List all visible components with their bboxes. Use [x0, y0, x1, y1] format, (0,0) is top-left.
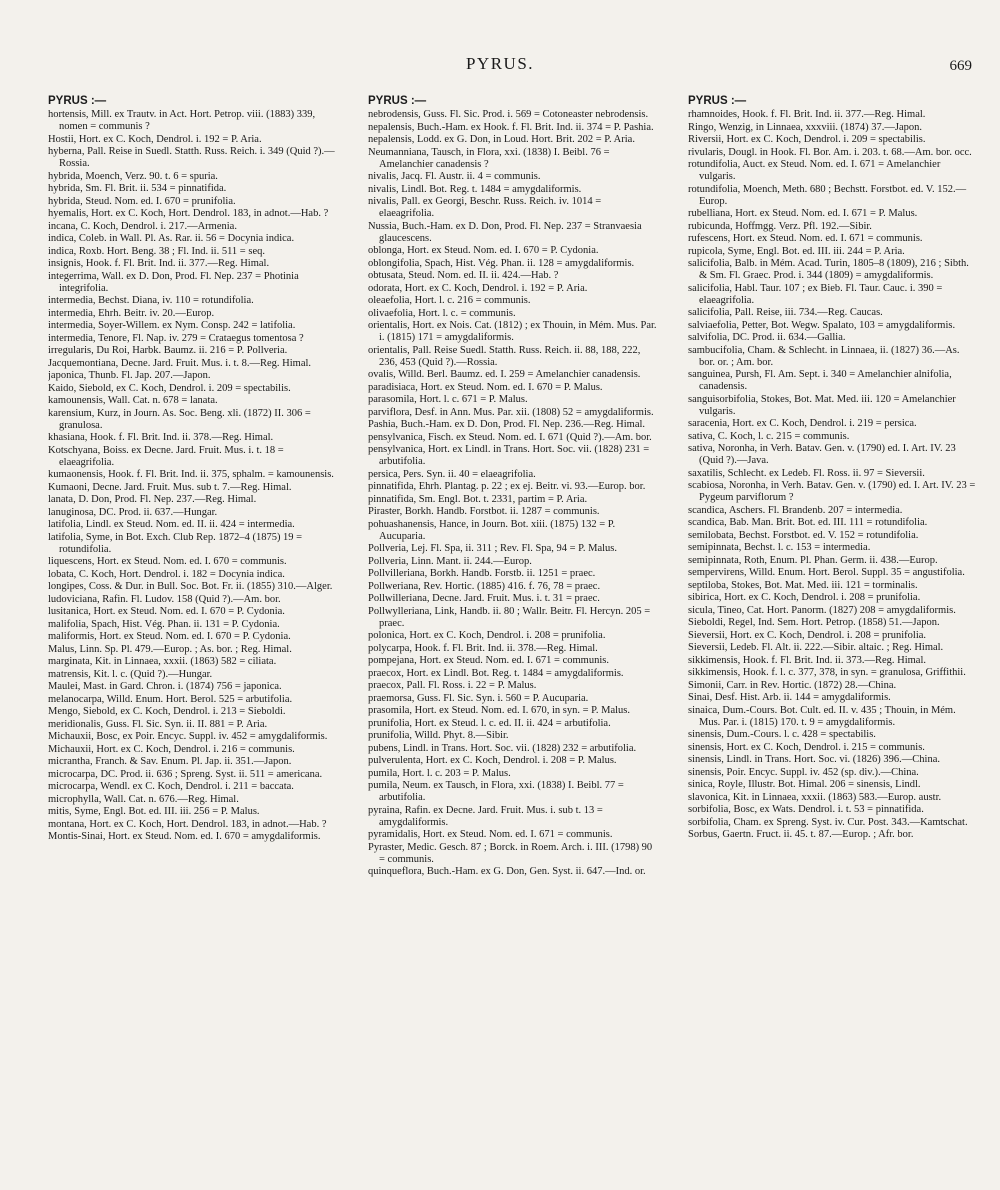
index-entry: sanguinea, Pursh, Fl. Am. Sept. i. 340 = Amelanchier alnifolia, canadensis. [688, 369, 952, 392]
index-entry: hortensis, Mill. ex Trautv. in Act. Hort. Petrop. viii. (1883) 339, nomen = communis ? [48, 109, 316, 132]
index-entry: pinnatifida, Ehrh. Plantag. p. 22 ; ex ej. Beitr. vi. 93.—Europ. bor. [368, 481, 646, 492]
index-entry: orientalis, Pall. Reise Suedl. Statth. Russ. Reich. ii. 88, 188, 222, 236, 453 (Quid ?).—Rossia. [368, 344, 641, 368]
columns [48, 95, 978, 1180]
index-entry: sinensis, Hort. ex C. Koch, Dendrol. i. 215 = communis. [688, 741, 925, 753]
index-entry: Piraster, Borkh. Handb. Forstbot. ii. 1287 = communis. [368, 506, 600, 517]
index-entry: sibirica, Hort. ex C. Koch, Dendrol. i. 208 = prunifolia. [688, 592, 921, 603]
index-entry: sikkimensis, Hook. f. Fl. Brit. Ind. ii. 373.—Reg. Himal. [688, 654, 926, 666]
index-entry: indica, Roxb. Hort. Beng. 38 ; Fl. Ind. ii. 511 = seq. [48, 245, 265, 257]
index-entry: Sieversii, Hort. ex C. Koch, Dendrol. i. 208 = prunifolia. [688, 629, 927, 641]
index-entry: sanguisorbifolia, Stokes, Bot. Mat. Med. iii. 120 = Amelanchier vulgaris. [688, 393, 956, 417]
index-entry: maliformis, Hort. ex Steud. Nom. ed. I. 670 = P. Cydonia. [48, 631, 291, 642]
index-entry: Pollveria, Linn. Mant. ii. 244.—Europ. [368, 555, 532, 567]
index-entry: nivalis, Lindl. Bot. Reg. t. 1484 = amygdaliformis. [368, 183, 582, 195]
index-entry: pulverulenta, Hort. ex C. Koch, Dendrol. i. 208 = P. Malus. [368, 755, 617, 766]
index-entry: hyberna, Pall. Reise in Suedl. Statth. Russ. Reich. i. 349 (Quid ?).—Rossia. [48, 146, 335, 169]
index-entry: oblonga, Hort. ex Steud. Nom. ed. I. 670 = P. Cydonia. [368, 245, 599, 256]
index-entry: microcarpa, DC. Prod. ii. 636 ; Spreng. Syst. ii. 511 = americana. [48, 768, 323, 780]
index-entry: pubens, Lindl. in Trans. Hort. Soc. vii. (1828) 232 = arbutifolia. [368, 742, 637, 754]
index-entry: meridionalis, Guss. Fl. Sic. Syn. ii. II. 881 = P. Aria. [48, 718, 268, 730]
index-entry: Kumaoni, Decne. Jard. Fruit. Mus. sub t. 7.—Reg. Himal. [48, 481, 292, 493]
column-2 [368, 95, 658, 1180]
index-entry: longipes, Coss. & Dur. in Bull. Soc. Bot. Fr. ii. (1855) 310.—Alger. [48, 581, 333, 592]
index-entry: intermedia, Bechst. Diana, iv. 110 = rotundifolia. [48, 295, 254, 306]
index-entry: prunifolia, Hort. ex Steud. l. c. ed. II. ii. 424 = arbutifolia. [368, 717, 611, 729]
index-entry: Sieboldi, Regel, Ind. Sem. Hort. Petrop. (1858) 51.—Japon. [688, 617, 940, 628]
index-entry: karensium, Kurz, in Journ. As. Soc. Beng. xli. (1872) II. 306 = granulosa. [48, 407, 311, 431]
index-entry: praecox, Hort. ex Lindl. Bot. Reg. t. 1484 = amygdaliformis. [368, 667, 624, 679]
index-entry: nepalensis, Lodd. ex G. Don, in Loud. Hort. Brit. 202 = P. Aria. [368, 134, 635, 145]
index-entry: salviaefolia, Petter, Bot. Wegw. Spalato, 103 = amygdaliformis. [688, 319, 956, 331]
index-entry: rubelliana, Hort. ex Steud. Nom. ed. I. 671 = P. Malus. [688, 208, 918, 219]
index-entry: sambucifolia, Cham. & Schlecht. in Linnaea, ii. (1827) 36.—As. bor. or. ; Am. bor. [688, 344, 960, 368]
index-entry: Michauxii, Bosc, ex Poir. Encyc. Suppl. iv. 452 = amygdaliformis. [48, 731, 328, 742]
index-entry: slavonica, Kit. in Linnaea, xxxii. (1863) 583.—Europ. austr. [688, 791, 942, 803]
index-entry: Nussia, Buch.-Ham. ex D. Don, Prod. Fl. Nep. 237 = Stranvaesia glaucescens. [368, 220, 642, 244]
column-heading: PYRUS :— [48, 95, 107, 107]
index-entry: mitis, Syme, Engl. Bot. ed. III. iii. 256 = P. Malus. [48, 806, 260, 817]
index-entry: insignis, Hook. f. Fl. Brit. Ind. ii. 377.—Reg. Himal. [48, 258, 270, 269]
index-entry: rivularis, Dougl. in Hook. Fl. Bor. Am. i. 203. t. 68.—Am. bor. occ. [688, 146, 972, 158]
index-entry: intermedia, Soyer-Willem. ex Nym. Consp. 242 = latifolia. [48, 320, 296, 331]
index-entry: Sieversii, Ledeb. Fl. Alt. ii. 222.—Sibir. altaic. ; Reg. Himal. [688, 642, 944, 653]
index-entry: salicifolia, Habl. Taur. 107 ; ex Bieb. Fl. Taur. Cauc. i. 390 = elaeagrifolia. [688, 282, 943, 306]
index-entry: praemorsa, Guss. Fl. Sic. Syn. i. 560 = P. Aucuparia. [368, 692, 589, 704]
index-entry: Kaido, Siebold, ex C. Koch, Dendrol. i. 209 = spectabilis. [48, 382, 291, 394]
index-entry: pohuashanensis, Hance, in Journ. Bot. xiii. (1875) 132 = P. Aucuparia. [368, 518, 616, 542]
index-entry: irregularis, Du Roi, Harbk. Baumz. ii. 216 = P. Pollveria. [48, 345, 288, 356]
index-entry: orientalis, Hort. ex Nois. Cat. (1812) ; ex Thouin, in Mém. Mus. Par. i. (1815) 171 = amygdaliformis. [368, 320, 657, 343]
index-entry: japonica, Thunb. Fl. Jap. 207.—Japon. [48, 370, 211, 381]
index-entry: rotundifolia, Moench, Meth. 680 ; Bechstt. Forstbot. ed. V. 152.—Europ. [688, 183, 967, 207]
index-entry: nivalis, Pall. ex Georgi, Beschr. Russ. Reich. iv. 1014 = elaeagrifolia. [368, 196, 602, 219]
index-entry: septiloba, Stokes, Bot. Mat. Med. iii. 121 = torminalis. [688, 579, 918, 591]
index-entry: Maulei, Mast. in Gard. Chron. i. (1874) 756 = japonica. [48, 681, 282, 692]
index-entry: Pollwilleriana, Decne. Jard. Fruit. Mus. i. t. 31 = praec. [368, 593, 600, 604]
index-entry: polycarpa, Hook. f. Fl. Brit. Ind. ii. 378.—Reg. Himal. [368, 642, 598, 654]
index-entry: pyraina, Rafin. ex Decne. Jard. Fruit. Mus. i. sub t. 13 = amygdaliformis. [368, 804, 603, 828]
index-entry: pumila, Neum. ex Tausch, in Flora, xxi. (1838) I. Beibl. 77 = arbutifolia. [368, 780, 624, 803]
index-entry: Sinai, Desf. Hist. Arb. ii. 144 = amygdaliformis. [688, 692, 891, 703]
index-entry: Montis-Sinai, Hort. ex Steud. Nom. ed. I. 670 = amygdaliformis. [48, 831, 321, 842]
index-entry: Simonii, Carr. in Rev. Hortic. (1872) 28.—China. [688, 679, 897, 691]
index-entry: lusitanica, Hort. ex Steud. Nom. ed. I. 670 = P. Cydonia. [48, 606, 285, 617]
index-entry: Pollwylleriana, Link, Handb. ii. 80 ; Wallr. Beitr. Fl. Hercyn. 205 = praec. [368, 605, 651, 629]
index-entry: lanuginosa, DC. Prod. ii. 637.—Hungar. [48, 506, 218, 518]
index-entry: Pashia, Buch.-Ham. ex D. Don, Prod. Fl. Nep. 236.—Reg. Himal. [368, 419, 646, 430]
index-entry: prasomila, Hort. ex Steud. Nom. ed. I. 670, in syn. = P. Malus. [368, 705, 630, 716]
index-entry: sinensis, Lindl. in Trans. Hort. Soc. vi. (1826) 396.—China. [688, 754, 941, 765]
index-entry: rubicunda, Hoffmgg. Verz. Pfl. 192.—Sibir. [688, 220, 872, 232]
index-entry: Pollveria, Lej. Fl. Spa, ii. 311 ; Rev. Fl. Spa, 94 = P. Malus. [368, 543, 617, 554]
index-entry: Pollweriana, Rev. Hortic. (1885) 416. f. 76, 78 = praec. [368, 580, 601, 592]
index-entry: sorbifolia, Cham. ex Spreng. Syst. iv. Cur. Post. 343.—Kamtschat. [688, 816, 968, 828]
index-entry: ludoviciana, Rafin. Fl. Ludov. 158 (Quid ?).—Am. bor. [48, 593, 281, 605]
index-entry: pensylvanica, Hort. ex Lindl. in Trans. Hort. Soc. vii. (1828) 231 = arbutifolia. [368, 444, 650, 467]
index-entry: nepalensis, Buch.-Ham. ex Hook. f. Fl. Brit. Ind. ii. 374 = P. Pashia. [368, 121, 654, 133]
index-entry: latifolia, Syme, in Bot. Exch. Club Rep. 1872–4 (1875) 19 = rotundifolia. [48, 531, 303, 555]
index-entry: nivalis, Jacq. Fl. Austr. ii. 4 = communis. [368, 171, 541, 182]
index-entry: obtusata, Steud. Nom. ed. II. ii. 424.—Hab. ? [368, 270, 559, 281]
index-entry: scandica, Bab. Man. Brit. Bot. ed. III. 111 = rotundifolia. [688, 517, 928, 528]
index-entry: scandica, Aschers. Fl. Brandenb. 207 = intermedia. [688, 504, 903, 516]
index-entry: rotundifolia, Auct. ex Steud. Nom. ed. I. 671 = Amelanchier vulgaris. [688, 159, 941, 182]
index-entry: rhamnoides, Hook. f. Fl. Brit. Ind. ii. 377.—Reg. Himal. [688, 109, 926, 120]
index-entry: hyemalis, Hort. ex C. Koch, Hort. Dendrol. 183, in adnot.—Hab. ? [48, 208, 329, 219]
index-entry: semipinnata, Bechst. l. c. 153 = intermedia. [688, 542, 871, 553]
index-entry: sativa, C. Koch, l. c. 215 = communis. [688, 430, 850, 442]
running-head: PYRUS. [465, 54, 535, 73]
index-entry: micrantha, Franch. & Sav. Enum. Pl. Jap. ii. 351.—Japon. [48, 756, 292, 767]
index-entry: olivaefolia, Hort. l. c. = communis. [368, 307, 516, 319]
column-heading: PYRUS :— [368, 95, 427, 107]
index-entry: sorbifolia, Bosc, ex Wats. Dendrol. i. t. 53 = pinnatifida. [688, 804, 924, 815]
index-entry: pompejana, Hort. ex Steud. Nom. ed. I. 671 = communis. [368, 655, 609, 666]
index-entry: parasomila, Hort. l. c. 671 = P. Malus. [368, 394, 528, 405]
index-entry: sicula, Tineo, Cat. Hort. Panorm. (1827) 208 = amygdaliformis. [688, 604, 956, 616]
index-entry: Pyraster, Medic. Gesch. 87 ; Borck. in Roem. Arch. i. III. (1798) 90 = communis. [368, 841, 653, 865]
index-entry: ovalis, Willd. Berl. Baumz. ed. I. 259 = Amelanchier canadensis. [368, 369, 641, 380]
index-entry: Mengo, Siebold, ex C. Koch, Dendrol. i. 213 = Sieboldi. [48, 706, 286, 717]
index-entry: rufescens, Hort. ex Steud. Nom. ed. I. 671 = communis. [688, 233, 923, 244]
index-entry: oblongifolia, Spach, Hist. Vég. Phan. ii. 128 = amygdaliformis. [368, 257, 635, 269]
index-entry: intermedia, Tenore, Fl. Nap. iv. 279 = Crataegus tomentosa ? [48, 332, 304, 344]
index-entry: semipinnata, Roth, Enum. Pl. Phan. Germ. ii. 438.—Europ. [688, 554, 938, 566]
index-entry: persica, Pers. Syn. ii. 40 = elaeagrifolia. [368, 468, 536, 480]
index-entry: Sorbus, Gaertn. Fruct. ii. 45. t. 87.—Europ. ; Afr. bor. [688, 829, 914, 840]
index-entry: pyramidalis, Hort. ex Steud. Nom. ed. I. 671 = communis. [368, 829, 613, 840]
index-entry: Ringo, Wenzig, in Linnaea, xxxviii. (1874) 37.—Japon. [688, 121, 923, 133]
index-entry: montana, Hort. ex C. Koch, Hort. Dendrol. 183, in adnot.—Hab. ? [48, 818, 327, 830]
index-entry: sikkimensis, Hook. f. l. c. 377, 378, in syn. = granulosa, Griffithii. [688, 667, 966, 678]
index-entry: oleaefolia, Hort. l. c. 216 = communis. [368, 295, 531, 306]
index-entry: sinensis, Dum.-Cours. l. c. 428 = spectabilis. [688, 729, 876, 740]
index-entry: Pollvilleriana, Borkh. Handb. Forstb. ii. 1251 = praec. [368, 568, 596, 579]
index-entry: incana, C. Koch, Dendrol. i. 217.—Armenia. [48, 220, 237, 232]
index-entry: Jacquemontiana, Decne. Jard. Fruit. Mus. i. t. 8.—Reg. Himal. [48, 357, 312, 369]
index-entry: microphylla, Wall. Cat. n. 676.—Reg. Himal. [48, 793, 239, 805]
index-entry: lanata, D. Don, Prod. Fl. Nep. 237.—Reg. Himal. [48, 494, 257, 505]
index-entry: microcarpa, Wendl. ex C. Koch, Dendrol. i. 211 = baccata. [48, 781, 294, 792]
index-entry: sinensis, Poir. Encyc. Suppl. iv. 452 (sp. div.).—China. [688, 766, 919, 778]
index-entry: praecox, Pall. Fl. Ross. i. 22 = P. Malus. [368, 680, 537, 691]
index-entry: Neumanniana, Tausch, in Flora, xxi. (1838) I. Beibl. 76 = Amelanchier canadensis ? [368, 146, 610, 170]
index-entry: pinnatifida, Sm. Engl. Bot. t. 2331, partim = P. Aria. [368, 493, 588, 505]
index-entry: salicifolia, Balb. in Mém. Acad. Turin, 1805–8 (1809), 216 ; Sibth. & Sm. Fl. Graec. Prod. i. 344 (1809) = amygdaliformis. [688, 258, 969, 281]
index-entry: sinaica, Dum.-Cours. Bot. Cult. ed. II. v. 435 ; Thouin, in Mém. Mus. Par. i. (1815) 170. t. 9 = amygdaliformis. [688, 704, 956, 728]
index-entry: scabiosa, Noronha, in Verh. Batav. Gen. v. (1790) ed. I. Art. IV. 23 = Pygeum parviflorum ? [688, 480, 976, 503]
index-entry: sativa, Noronha, in Verh. Batav. Gen. v. (1790) ed. I. Art. IV. 23 (Quid ?).—Java. [688, 443, 956, 466]
index-entry: kamounensis, Wall. Cat. n. 678 = lanata. [48, 395, 218, 406]
index-entry: salvifolia, DC. Prod. ii. 634.—Gallia. [688, 332, 846, 343]
index-entry: liquescens, Hort. ex Steud. Nom. ed. I. 670 = communis. [48, 556, 287, 567]
index-entry: polonica, Hort. ex C. Koch, Dendrol. i. 208 = prunifolia. [368, 630, 606, 641]
index-entry: hybrida, Moench, Verz. 90. t. 6 = spuria. [48, 170, 218, 182]
index-entry: Riversii, Hort. ex C. Koch, Dendrol. i. 209 = spectabilis. [688, 134, 926, 145]
index-entry: latifolia, Lindl. ex Steud. Nom. ed. II. ii. 424 = intermedia. [48, 519, 295, 530]
column-3 [688, 95, 978, 1180]
index-entry: prunifolia, Willd. Phyt. 8.—Sibir. [368, 730, 509, 741]
index-entry: khasiana, Hook. f. Fl. Brit. Ind. ii. 378.—Reg. Himal. [48, 432, 274, 443]
index-entry: paradisiaca, Hort. ex Steud. Nom. ed. I. 670 = P. Malus. [368, 381, 603, 393]
index-entry: nebrodensis, Guss. Fl. Sic. Prod. i. 569 = Cotoneaster nebrodensis. [368, 109, 649, 120]
index-entry: semilobata, Bechst. Forstbot. ed. V. 152 = rotundifolia. [688, 529, 919, 541]
index-entry: lobata, C. Koch, Hort. Dendrol. i. 182 = Docynia indica. [48, 568, 285, 580]
index-entry: sempervirens, Willd. Enum. Hort. Berol. Suppl. 35 = angustifolia. [688, 567, 965, 578]
index-entry: melanocarpa, Willd. Enum. Hort. Berol. 525 = arbutifolia. [48, 693, 293, 705]
page-number: 669 [949, 58, 972, 74]
index-entry: pumila, Hort. l. c. 203 = P. Malus. [368, 767, 511, 779]
index-entry: intermedia, Ehrh. Beitr. iv. 20.—Europ. [48, 307, 215, 319]
index-entry: hybrida, Steud. Nom. ed. I. 670 = prunifolia. [48, 195, 236, 207]
column-heading: PYRUS :— [688, 95, 747, 107]
index-entry: hybrida, Sm. Fl. Brit. ii. 534 = pinnatifida. [48, 183, 227, 194]
index-entry: saxatilis, Schlecht. ex Ledeb. Fl. Ross. ii. 97 = Sieversii. [688, 467, 925, 479]
index-entry: sinica, Royle, Illustr. Bot. Himal. 206 = sinensis, Lindl. [688, 779, 921, 790]
index-entry: Michauxii, Hort. ex C. Koch, Dendrol. i. 216 = communis. [48, 743, 295, 755]
index-entry: Malus, Linn. Sp. Pl. 479.—Europ. ; As. bor. ; Reg. Himal. [48, 643, 292, 655]
index-entry: Kotschyana, Boiss. ex Decne. Jard. Fruit. Mus. i. t. 18 = elaeagrifolia. [48, 444, 284, 468]
index-entry: integerrima, Wall. ex D. Don, Prod. Fl. Nep. 237 = Photinia integrifolia. [48, 270, 299, 294]
index-entry: rupicola, Syme, Engl. Bot. ed. III. iii. 244 = P. Aria. [688, 245, 905, 257]
index-entry: salicifolia, Pall. Reise, iii. 734.—Reg. Caucas. [688, 307, 883, 318]
index-entry: Hostii, Hort. ex C. Koch, Dendrol. i. 192 = P. Aria. [48, 133, 262, 145]
index-entry: quinqueflora, Buch.-Ham. ex G. Don, Gen. Syst. ii. 647.—Ind. or. [368, 866, 646, 877]
index-entry: malifolia, Spach, Hist. Vég. Phan. ii. 131 = P. Cydonia. [48, 618, 280, 630]
index-entry: parviflora, Desf. in Ann. Mus. Par. xii. (1808) 52 = amygdaliformis. [368, 406, 654, 418]
index-entry: indica, Coleb. in Wall. Pl. As. Rar. ii. 56 = Docynia indica. [48, 233, 295, 244]
index-entry: pensylvanica, Fisch. ex Steud. Nom. ed. I. 671 (Quid ?).—Am. bor. [368, 431, 652, 443]
index-entry: marginata, Kit. in Linnaea, xxxii. (1863) 582 = ciliata. [48, 656, 277, 667]
index-entry: odorata, Hort. ex C. Koch, Dendrol. i. 192 = P. Aria. [368, 282, 588, 294]
index-entry: kumaonensis, Hook. f. Fl. Brit. Ind. ii. 375, sphalm. = kamounensis. [48, 469, 334, 480]
index-entry: saracenia, Hort. ex C. Koch, Dendrol. i. 219 = persica. [688, 418, 917, 429]
index-entry: matrensis, Kit. l. c. (Quid ?).—Hungar. [48, 668, 213, 680]
column-1 [48, 95, 338, 1180]
